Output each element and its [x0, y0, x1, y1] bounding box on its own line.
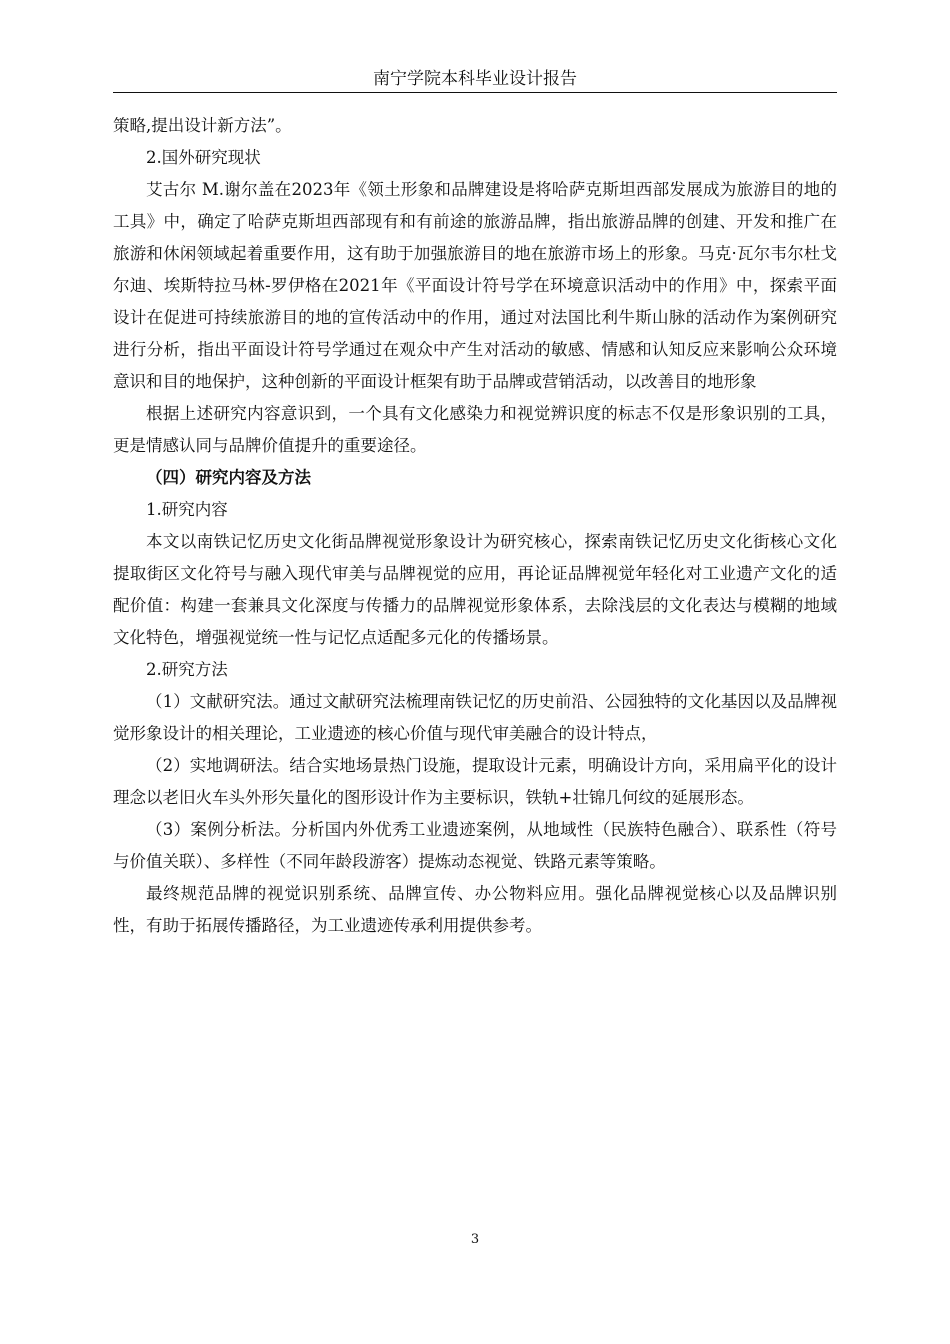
paragraph-summary: 根据上述研究内容意识到，一个具有文化感染力和视觉辨识度的标志不仅是形象识别的工具，更是情感认同与品牌价值提升的重要途径。	[113, 404, 837, 455]
page-number: 3	[470, 1232, 480, 1247]
subheading-foreign-research: 2.国外研究现状	[146, 148, 261, 167]
paragraph-research-content: 本文以南铁记忆历史文化街品牌视觉形象设计为研究核心，探索南铁记忆历史文化街核心文化提取街区文化符号与融入现代审美与品牌视觉的应用，再论证品牌视觉年轻化对工业遗产文化的适配价值：构建一套兼具文化深度与传播力的品牌视觉形象体系，去除浅层的文化表达与模糊的地域文化特色，增强视觉统一性与记忆点适配多元化的传播场景。	[113, 532, 837, 647]
paragraph-continuation: 策略,提出设计新方法”。	[113, 116, 292, 135]
page-header: 南宁学院本科毕业设计报告	[113, 66, 837, 93]
paragraph-method-case-analysis: （3）案例分析法。分析国内外优秀工业遗迹案例，从地域性（民族特色融合）、联系性（符号与价值关联）、多样性（不同年龄段游客）提炼动态视觉、铁路元素等策略。	[113, 820, 837, 871]
subheading-research-content: 1.研究内容	[146, 500, 228, 519]
subheading-research-methods: 2.研究方法	[146, 660, 228, 679]
document-body	[113, 110, 837, 942]
section-heading-research-content-methods: （四）研究内容及方法	[146, 468, 311, 487]
paragraph-foreign-research: 艾古尔 M.谢尔盖在2023年《领土形象和品牌建设是将哈萨克斯坦西部发展成为旅游目的地的工具》中，确定了哈萨克斯坦西部现有和有前途的旅游品牌，指出旅游品牌的创建、开发和推广在旅游和休闲领域起着重要作用，这有助于加强旅游目的地在旅游市场上的形象。马克·瓦尔韦尔杜戈尔迪、埃斯特拉马林-罗伊格在2021年《平面设计符号学在环境意识活动中的作用》中，探索平面设计在促进可持续旅游目的地的宣传活动中的作用，通过对法国比利牛斯山脉的活动作为案例研究进行分析，指出平面设计符号学通过在观众中产生对活动的敏感、情感和认知反应来影响公众环境意识和目的地保护，这种创新的平面设计框架有助于品牌或营销活动，以改善目的地形象	[113, 180, 837, 391]
paragraph-method-literature: （1）文献研究法。通过文献研究法梳理南铁记忆的历史前沿、公园独特的文化基因以及品牌视觉形象设计的相关理论，工业遗迹的核心价值与现代审美融合的设计特点，	[113, 692, 837, 743]
paragraph-method-field-research: （2）实地调研法。结合实地场景热门设施，提取设计元素，明确设计方向，采用扁平化的设计理念以老旧火车头外形矢量化的图形设计作为主要标识，铁轨+壮锦几何纹的延展形态。	[113, 756, 837, 807]
paragraph-conclusion: 最终规范品牌的视觉识别系统、品牌宣传、办公物料应用。强化品牌视觉核心以及品牌识别性，有助于拓展传播路径，为工业遗迹传承利用提供参考。	[113, 884, 837, 935]
